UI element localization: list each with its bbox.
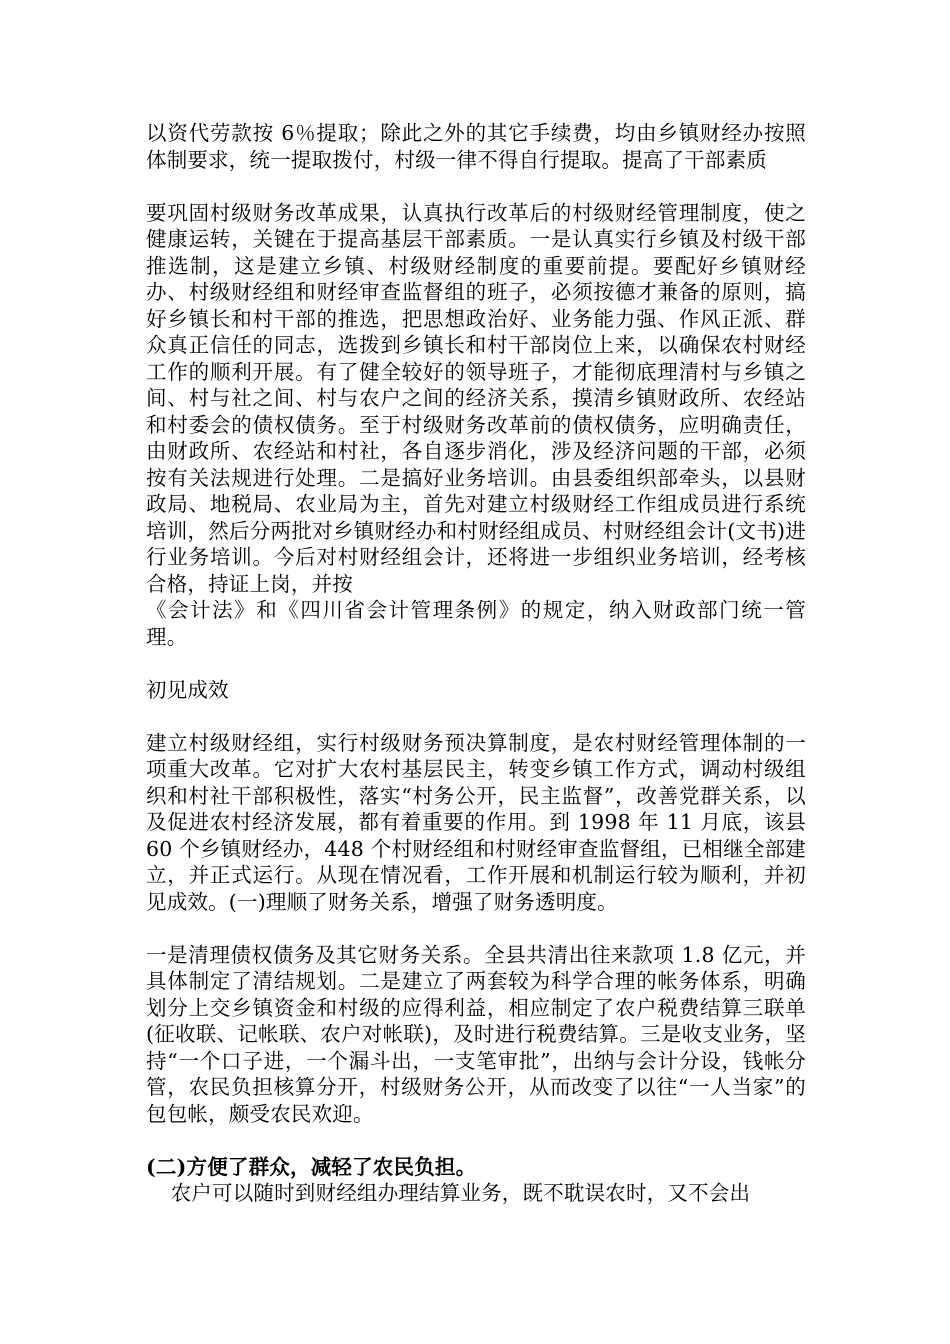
paragraph-continuation: 以资代劳款按 6％提取；除此之外的其它手续费，均由乡镇财经办按照体制要求，统一提取拨付，村级一律不得自行提取。提高了干部素质 <box>146 121 806 172</box>
paragraph-gap <box>146 703 806 730</box>
paragraph-gap <box>146 915 806 942</box>
section-heading-initial-results: 初见成效 <box>146 677 229 702</box>
paragraph-debt-clearing: 一是清理债权债务及其它财务关系。全县共清出往来款项 1.8 亿元，并具体制定了清结规划。二是建立了两套较为科学合理的帐务体系，明确划分上交乡镇资金和村级的应得利益，相应制定了农户税费结算三联单(征收联、记帐联、农户对帐联)，及时进行税费结算。三是收支业务，坚持“一个口子进，一个漏斗出，一支笔审批”，出纳与会计分设，钱帐分管，农民负担核算分开，村级财务公开，从而改变了以往“一人当家”的包包帐，颇受农民欢迎。 <box>146 942 806 1126</box>
paragraph-gap <box>146 1127 806 1154</box>
paragraph-cadre-quality: 要巩固村级财务改革成果，认真执行改革后的村级财经管理制度，使之健康运转，关键在于提高基层干部素质。一是认真实行乡镇及村级干部推选制，这是建立乡镇、村级财经制度的重要前提。要配好乡镇财经办、村级财经组和财经审查监督组的班子，必须按德才兼备的原则，搞好乡镇长和村干部的推选，把思想政治好、业务能力强、作风正派、群众真正信任的同志，选拨到乡镇长和村干部岗位上来，以确保农村财经工作的顺利开展。有了健全较好的领导班子，才能彻底理清村与乡镇之间、村与社之间、村与农户之间的经济关系，摸清乡镇财政所、农经站和村委会的债权债务。至于村级财务改革前的债权债务，应明确责任，由财政所、农经站和村社，各自逐步消化，涉及经济问题的干部，必须按有关法规进行处理。二是搞好业务培训。由县委组织部牵头，以县财政局、地税局、农业局为主，首先对建立村级财经工作组成员进行系统培训，然后分两批对乡镇财经办和村财经组成员、村财经组会计(文书)进行业务培训。今后对村财经组会计，还将进一步组织业务培训，经考核合格，持证上岗，并按 <box>146 200 806 596</box>
paragraph-farmer-settlement: 农户可以随时到财经组办理结算业务，既不耽误农时，又不会出 <box>170 1181 751 1205</box>
subheading-convenience: (二)方便了群众，减轻了农民负担。 <box>146 1154 477 1179</box>
document-page <box>146 120 806 1207</box>
paragraph-reform-overview: 建立村级财经组，实行村级财务预决算制度，是农村财经管理体制的一项重大改革。它对扩大农村基层民主，转变乡镇工作方式，调动村级组织和村社干部积极性，落实“村务公开，民主监督”，改善党群关系，以及促进农村经济发展，都有着重要的作用。到 1998 年 11 月底，该县 60 个乡镇财经办，448 个村财经组和村财经审查监督组，已相继全部建立，并正式运行。从现在情况看，工作开展和机制运行较为顺利，并初见成效。(一)理顺了财务关系，增强了财务透明度。 <box>146 730 806 914</box>
paragraph-gap <box>146 650 806 677</box>
paragraph-gap <box>146 173 806 200</box>
paragraph-accounting-law: 《会计法》和《四川省会计管理条例》的规定，纳入财政部门统一管理。 <box>146 598 806 649</box>
